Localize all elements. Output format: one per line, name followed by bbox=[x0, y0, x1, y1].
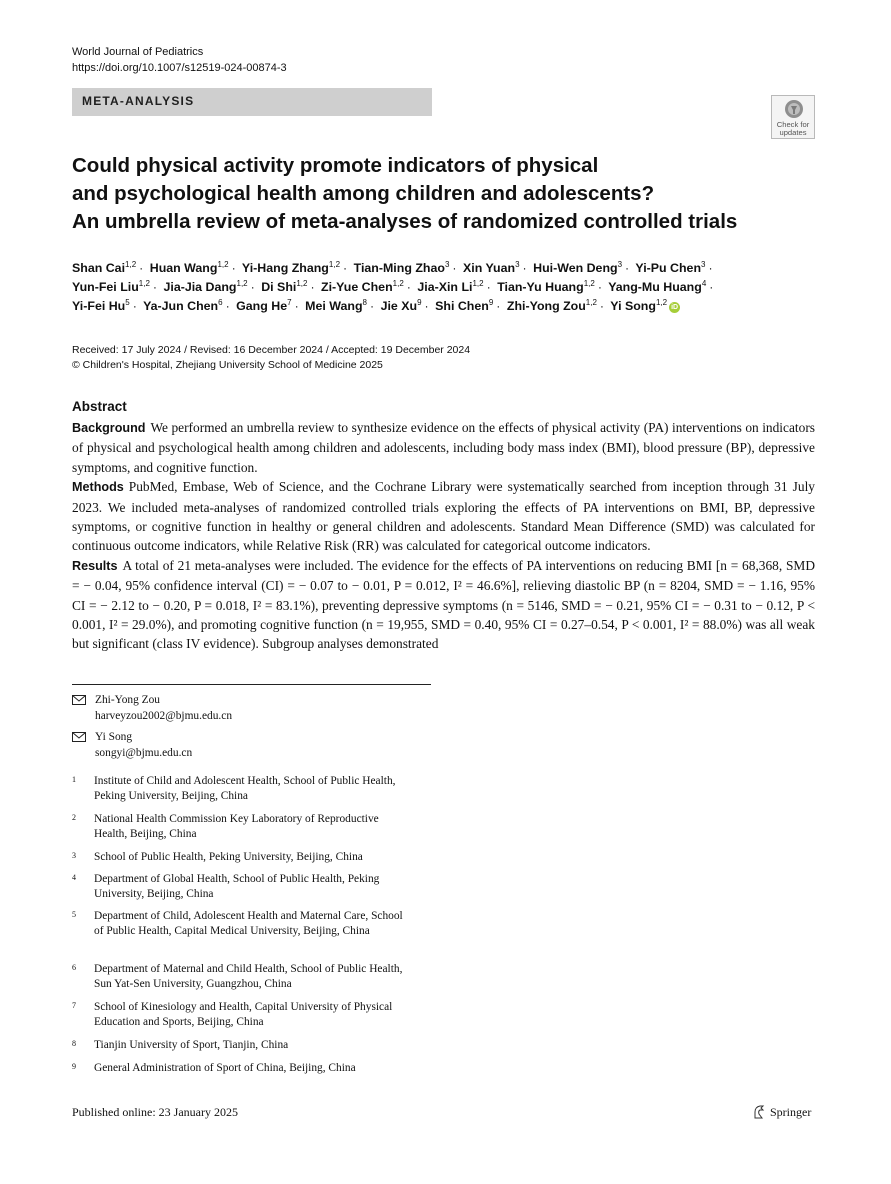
check-updates-label: Check for updates bbox=[776, 120, 810, 137]
results-label: Results bbox=[72, 558, 118, 573]
author[interactable]: Ya-Jun Chen$^6$ bbox=[143, 297, 223, 313]
springer-horse-icon bbox=[752, 1105, 765, 1119]
envelope-icon bbox=[72, 695, 86, 705]
title-line: and psychological health among children and adolescents? bbox=[72, 182, 655, 205]
author[interactable]: Yang-Mu Huang$^4$ bbox=[608, 278, 707, 294]
journal-name: World Journal of Pediatrics bbox=[72, 46, 204, 58]
copyright-notice: © Children's Hospital, Zhejiang University School of Medicine 2025 bbox=[72, 359, 383, 371]
background-text: We performed an umbrella review to synthesize evidence on the effects of physical activity (PA) interventions on indicators of physical and psychological health among children and adolescents, including body mass index (BMI), blood pressure (BP), depressive symptoms, and cognitive function. bbox=[72, 420, 815, 475]
author[interactable]: Tian-Ming Zhao$^3$ bbox=[353, 259, 450, 275]
author[interactable]: Yun-Fei Liu$^{1,2}$ bbox=[72, 278, 150, 294]
author[interactable]: Mei Wang$^8$ bbox=[305, 297, 367, 313]
contact-name: Zhi-Yong Zou bbox=[95, 694, 160, 706]
methods-text: PubMed, Embase, Web of Science, and the Cochrane Library were systematically searched from inception through 31 July 2023. We included meta-analyses of randomized controlled trials exploring the effects of PA interventions on BMI, BP, depressive symptoms, or cognitive function in healthy or general children and adolescents. Standard Mean Difference (SMD) was calculated for continuous outcome indicators, while Relative Risk (RR) was calculated for categorical outcome indicators. bbox=[72, 479, 815, 554]
orcid-icon[interactable]: iD bbox=[671, 304, 679, 311]
article-type-bar bbox=[72, 88, 432, 116]
author[interactable]: Jia-Xin Li$^{1,2}$ bbox=[417, 278, 484, 294]
author[interactable]: Jie Xu$^9$ bbox=[380, 297, 422, 313]
author[interactable]: Hui-Wen Deng$^3$ bbox=[533, 259, 623, 275]
author[interactable]: Yi-Pu Chen$^3$ bbox=[635, 259, 706, 275]
article-dates: Received: 17 July 2024 / Revised: 16 December 2024 / Accepted: 19 December 2024 bbox=[72, 344, 471, 356]
doi-link[interactable]: https://doi.org/10.1007/s12519-024-00874-3 bbox=[72, 62, 287, 74]
author[interactable]: Di Shi$^{1,2}$ bbox=[261, 278, 308, 294]
author[interactable]: Huan Wang$^{1,2}$ bbox=[149, 259, 229, 275]
author[interactable]: Xin Yuan$^3$ bbox=[462, 259, 520, 275]
publisher-name: Springer bbox=[770, 1105, 812, 1119]
title-line: Could physical activity promote indicators of physical bbox=[72, 154, 599, 177]
abstract-heading: Abstract bbox=[72, 399, 127, 414]
author[interactable]: Yi-Fei Hu$^5$ bbox=[72, 297, 130, 313]
results-text: A total of 21 meta-analyses were included. The evidence for the effects of PA interventions on reducing BMI [n = 68,368, SMD = − 0.04, 95% confidence interval (CI) = − 0.07 to − 0.01, P = 0.012, I² = 46.6%], relieving diastolic BP (n = 8204, SMD = − 1.16, 95% CI = − 2.12 to − 0.20, P = 0.018, I² = 83.1%), preventing depressive symptoms (n = 5146, SMD = − 0.21, 95% CI = − 0.31 to − 0.12, P < 0.001, I² = 29.0%), and promoting cognitive function (n = 19,955, SMD = 0.40, 95% CI = 0.27–0.54, P < 0.001, I² = 88.0%) was all weak but significant (class IV evidence). Subgroup analyses demonstrated bbox=[72, 557, 815, 652]
check-for-updates-button[interactable] bbox=[771, 95, 815, 139]
author[interactable]: Shan Cai$^{1,2}$ bbox=[72, 259, 137, 275]
footnote-divider bbox=[72, 684, 431, 685]
contact-email[interactable]: harveyzou2002@bjmu.edu.cn bbox=[95, 710, 233, 722]
abstract-results bbox=[72, 556, 815, 654]
author[interactable]: Yi-Hang Zhang$^{1,2}$ bbox=[241, 259, 341, 275]
methods-label: Methods bbox=[72, 480, 124, 495]
abstract-body bbox=[72, 418, 815, 654]
author-list: Shan Cai$^{1,2}$ · Huan Wang$^{1,2}$ · Yi-Hang Zhang$^{1,2}$ · Tian-Ming Zhao$^3$ · Xin Yuan$^3$ · Hui-Wen Deng$^3$ · Yi-Pu Chen$^3$ · Yun-Fei Liu$^{1,2}$ · Jia-Jia Dang$^{1,2}$ · Di Shi$^{1,2}$ · Zi-Yue Chen$^{1,2}$ · Jia-Xin Li$^{1,2}$ · Tian-Yu Huang$^{1,2}$ · Yang-Mu Huang$^4$ · Yi-Fei $Hu^5 \cdot Ya-Jun$ Chen$^6$ · Gang $He^7$ · Mei Wang$^8$ · Jie $Xu^9$ · Shi Chen$^9$ · Zhi-Yong Zou$^{1,2}$ · Yi Song$^{1,2}$iD bbox=[72, 259, 714, 313]
author[interactable]: Zi-Yue Chen$^{1,2}$ bbox=[321, 278, 404, 294]
author[interactable]: Jia-Jia Dang$^{1,2}$ bbox=[163, 278, 248, 294]
author[interactable]: Shi Chen$^9$ bbox=[435, 297, 494, 313]
abstract-background bbox=[72, 418, 815, 477]
article-title bbox=[72, 152, 792, 236]
check-updates-icon bbox=[784, 99, 804, 119]
title-line: An umbrella review of meta-analyses of randomized controlled trials bbox=[72, 210, 738, 233]
author[interactable]: Gang He$^7$ bbox=[236, 297, 292, 313]
author[interactable]: Zhi-Yong Zou$^{1,2}$ bbox=[506, 297, 597, 313]
author[interactable]: Tian-Yu Huang$^{1,2}$ bbox=[497, 278, 595, 294]
article-type-label: META-ANALYSIS bbox=[82, 94, 195, 108]
author[interactable]: Yi Song$^{1,2}$ bbox=[610, 297, 668, 313]
background-label: Background bbox=[72, 421, 146, 435]
envelope-icon bbox=[72, 732, 86, 742]
contact-name: Yi Song bbox=[95, 731, 133, 743]
contact-email[interactable]: songyi@bjmu.edu.cn bbox=[95, 747, 193, 759]
abstract-methods bbox=[72, 477, 815, 556]
published-date: Published online: 23 January 2025 bbox=[72, 1105, 238, 1119]
